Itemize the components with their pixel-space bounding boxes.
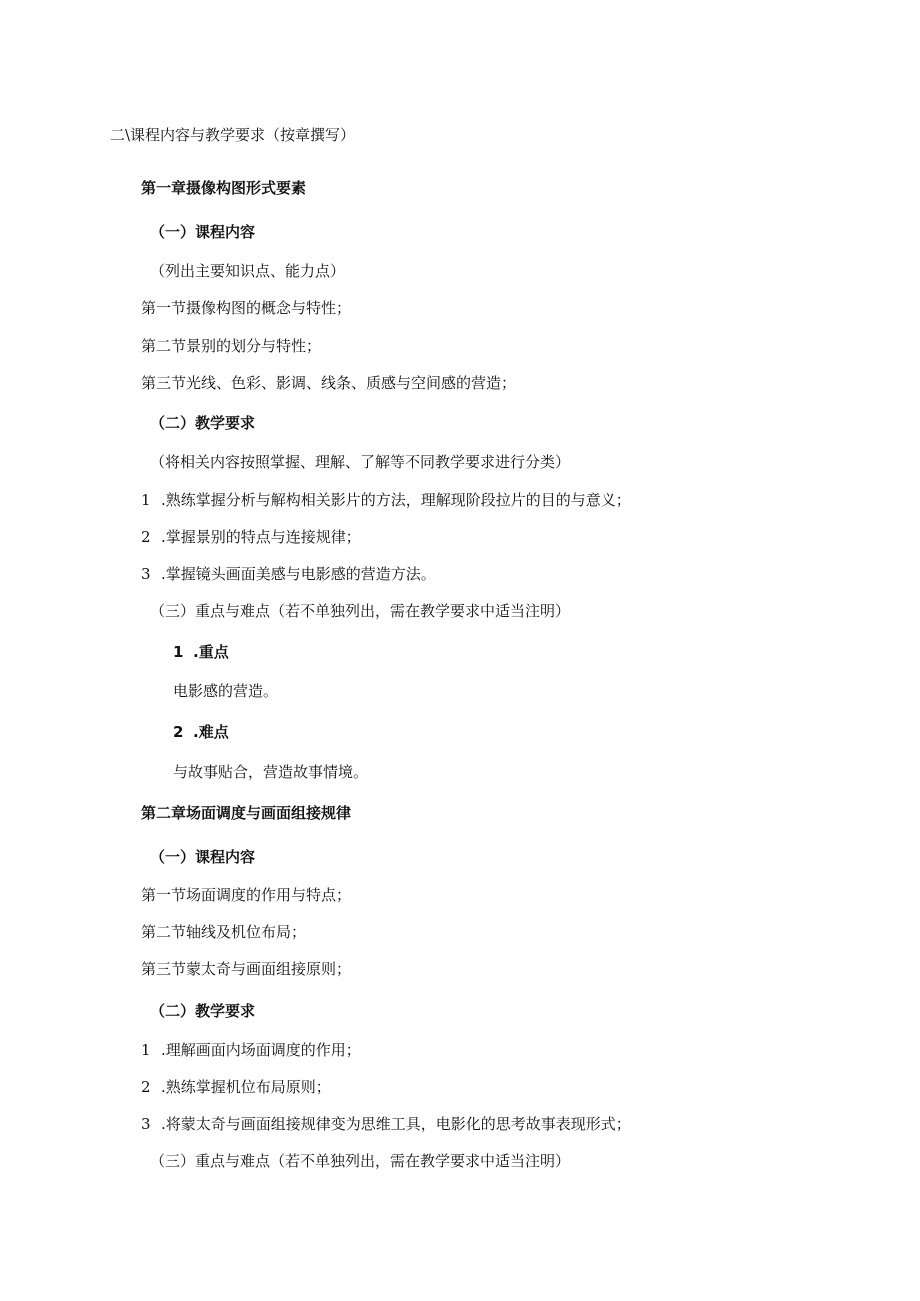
chapter1-section-3: 第三节光线、色彩、影调、线条、质感与空间感的营造； [141, 374, 517, 392]
chapter1-requirement-3 [141, 564, 436, 584]
chapter1-section-2: 第二节景别的划分与特性； [141, 337, 322, 355]
requirement-text: .熟练掌握分析与解构相关影片的方法，理解现阶段拉片的目的与意义； [161, 491, 631, 509]
chapter2-section-2: 第二节轴线及机位布局； [141, 923, 307, 941]
requirement-text: .理解画面内场面调度的作用； [161, 1041, 361, 1059]
chapter2-requirement-3 [141, 1114, 631, 1134]
requirement-number: 1 [141, 1041, 151, 1059]
requirement-text: .掌握景别的特点与连接规律； [161, 528, 361, 546]
chapter1-content-heading: （一）课程内容 [150, 223, 256, 241]
requirement-number: 3 [141, 1115, 151, 1133]
chapter1-requirements-note: （将相关内容按照掌握、理解、了解等不同教学要求进行分类） [150, 453, 571, 471]
chapter2-key-heading: （三）重点与难点（若不单独列出，需在教学要求中适当注明） [150, 1152, 571, 1170]
chapter2-requirement-2 [141, 1077, 331, 1097]
requirement-text: .将蒙太奇与画面组接规律变为思维工具，电影化的思考故事表现形式； [161, 1115, 631, 1133]
chapter2-requirements-heading: （二）教学要求 [150, 1002, 256, 1020]
chapter1-requirement-2 [141, 527, 361, 547]
chapter1-title: 第一章摄像构图形式要素 [141, 179, 307, 197]
chapter2-section-3: 第三节蒙太奇与画面组接原则； [141, 960, 352, 978]
chapter1-key-heading: （三）重点与难点（若不单独列出，需在教学要求中适当注明） [150, 602, 571, 620]
chapter2-section-1: 第一节场面调度的作用与特点； [141, 886, 352, 904]
key-point-label: .重点 [193, 643, 229, 661]
key-point-text: 电影感的营造。 [173, 682, 279, 700]
requirement-number: 3 [141, 565, 151, 583]
difficult-point-number: 2 [173, 723, 184, 741]
chapter2-requirement-1 [141, 1040, 361, 1060]
chapter2-title: 第二章场面调度与画面组接规律 [141, 804, 352, 822]
requirement-number: 2 [141, 1078, 151, 1096]
chapter1-content-note: （列出主要知识点、能力点） [150, 262, 346, 280]
chapter1-requirements-heading: （二）教学要求 [150, 414, 256, 432]
chapter1-requirement-1 [141, 490, 631, 510]
difficult-point-text: 与故事贴合，营造故事情境。 [173, 763, 369, 781]
requirement-number: 2 [141, 528, 151, 546]
chapter1-section-1: 第一节摄像构图的概念与特性； [141, 299, 352, 317]
requirement-text: .熟练掌握机位布局原则； [161, 1078, 331, 1096]
section-title: 二\课程内容与教学要求（按章撰写） [110, 126, 356, 144]
requirement-text: .掌握镜头画面美感与电影感的营造方法。 [161, 565, 436, 583]
difficult-point-label: .难点 [193, 723, 229, 741]
chapter2-content-heading: （一）课程内容 [150, 848, 256, 866]
requirement-number: 1 [141, 491, 151, 509]
difficult-point-heading [173, 722, 229, 742]
key-point-heading [173, 642, 229, 662]
key-point-number: 1 [173, 643, 184, 661]
